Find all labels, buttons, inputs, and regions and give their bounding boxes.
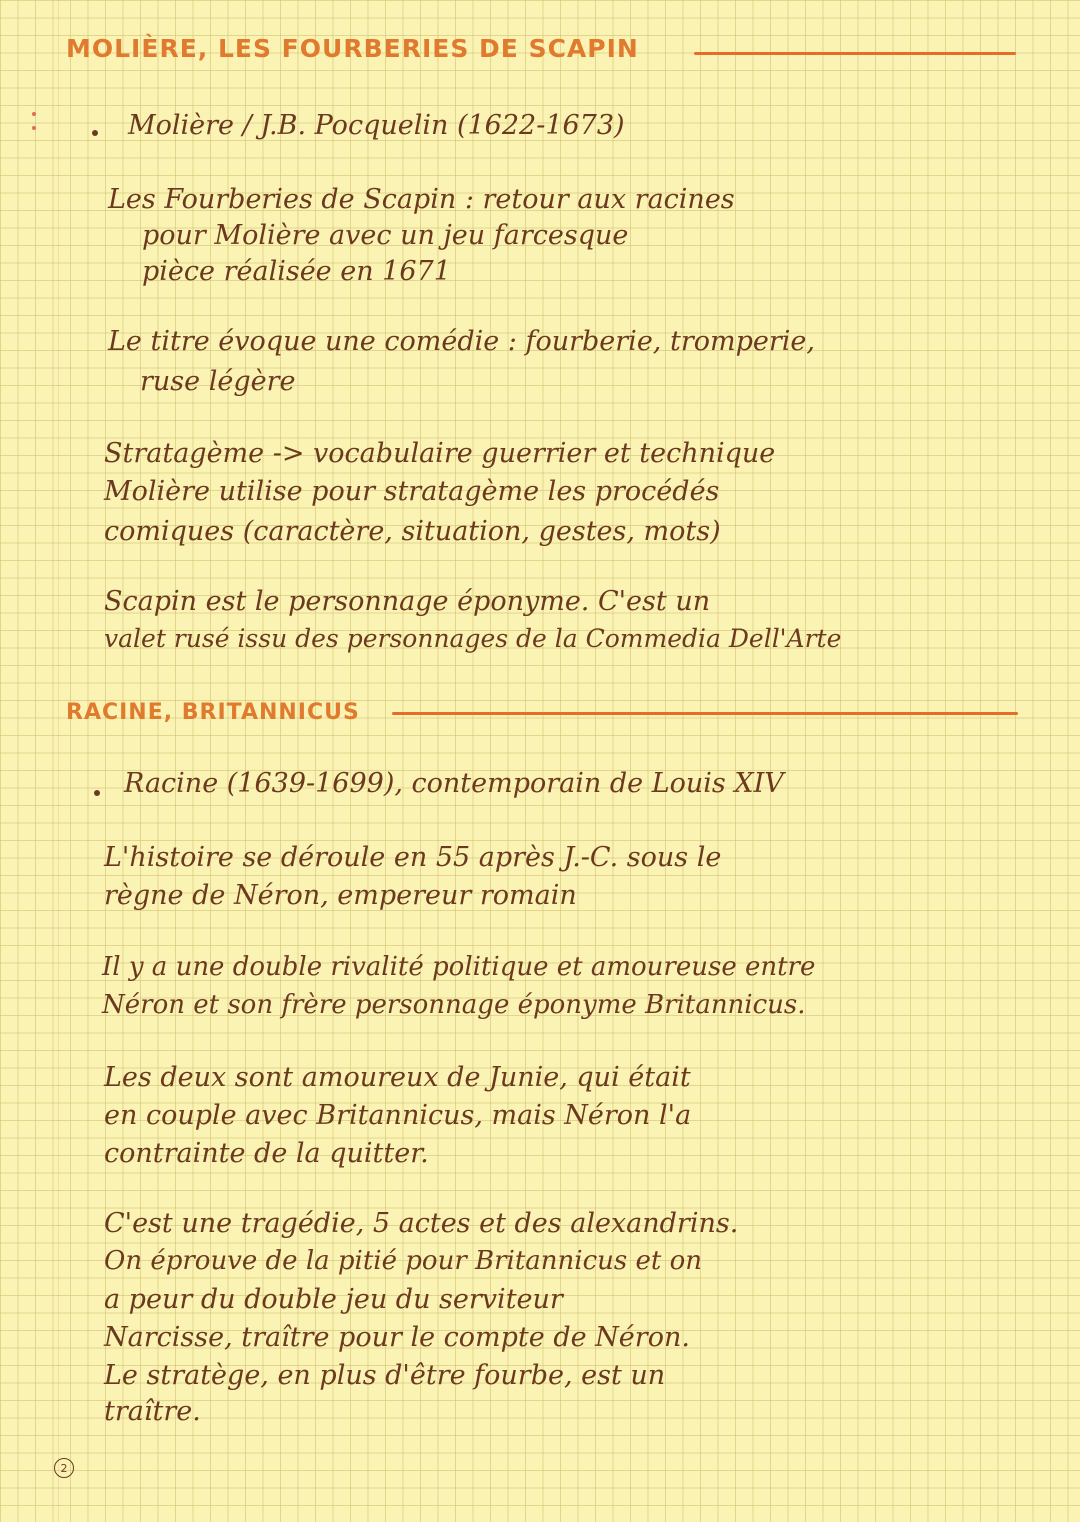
author-line: Molière / J.B. Pocquelin (1622-1673) — [128, 110, 625, 141]
margin-line — [58, 0, 59, 1522]
punch-marks — [28, 112, 42, 142]
heading-rule — [694, 52, 1016, 55]
text-line: en couple avec Britannicus, mais Néron l'a — [104, 1100, 692, 1131]
text-line: C'est une tragédie, 5 actes et des alexandrins. — [104, 1208, 739, 1239]
text-line: On éprouve de la pitié pour Britannicus et on — [104, 1246, 703, 1276]
text-line: Il y a une double rivalité politique et amoureuse entre — [102, 952, 816, 982]
bullet — [94, 790, 100, 796]
text-line: Le titre évoque une comédie : fourberie, tromperie, — [108, 326, 815, 357]
text-line: L'histoire se déroule en 55 après J.-C. sous le — [104, 842, 722, 873]
text-line: a peur du double jeu du serviteur — [104, 1284, 563, 1315]
heading-rule — [392, 712, 1018, 715]
text-line: contrainte de la quitter. — [104, 1138, 429, 1169]
text-line: Narcisse, traître pour le compte de Néron. — [104, 1322, 690, 1353]
text-line: règne de Néron, empereur romain — [104, 880, 577, 911]
text-line: Le stratège, en plus d'être fourbe, est un — [104, 1360, 666, 1391]
text-line: comiques (caractère, situation, gestes, mots) — [104, 516, 721, 547]
text-line: Néron et son frère personnage éponyme Britannicus. — [102, 990, 806, 1020]
text-line: Les deux sont amoureux de Junie, qui était — [104, 1062, 691, 1093]
section-heading-racine: RACINE, BRITANNICUS — [66, 700, 360, 725]
author-line: Racine (1639-1699), contemporain de Louis XIV — [124, 768, 784, 799]
text-line: Molière utilise pour stratagème les procédés — [104, 476, 720, 507]
text-line: pour Molière avec un jeu farcesque — [142, 220, 629, 251]
text-line: Stratagème -> vocabulaire guerrier et technique — [104, 438, 776, 469]
text-line: Scapin est le personnage éponyme. C'est un — [104, 586, 711, 617]
text-line: ruse légère — [140, 366, 296, 397]
page-number: 2 — [54, 1458, 74, 1478]
text-line: pièce réalisée en 1671 — [142, 256, 451, 287]
section-heading-moliere: MOLIÈRE, LES FOURBERIES DE SCAPIN — [66, 34, 639, 63]
text-line: traître. — [104, 1396, 201, 1427]
text-line: valet rusé issu des personnages de la Commedia Dell'Arte — [104, 624, 842, 653]
bullet — [92, 130, 98, 136]
text-line: Les Fourberies de Scapin : retour aux racines — [108, 184, 735, 215]
